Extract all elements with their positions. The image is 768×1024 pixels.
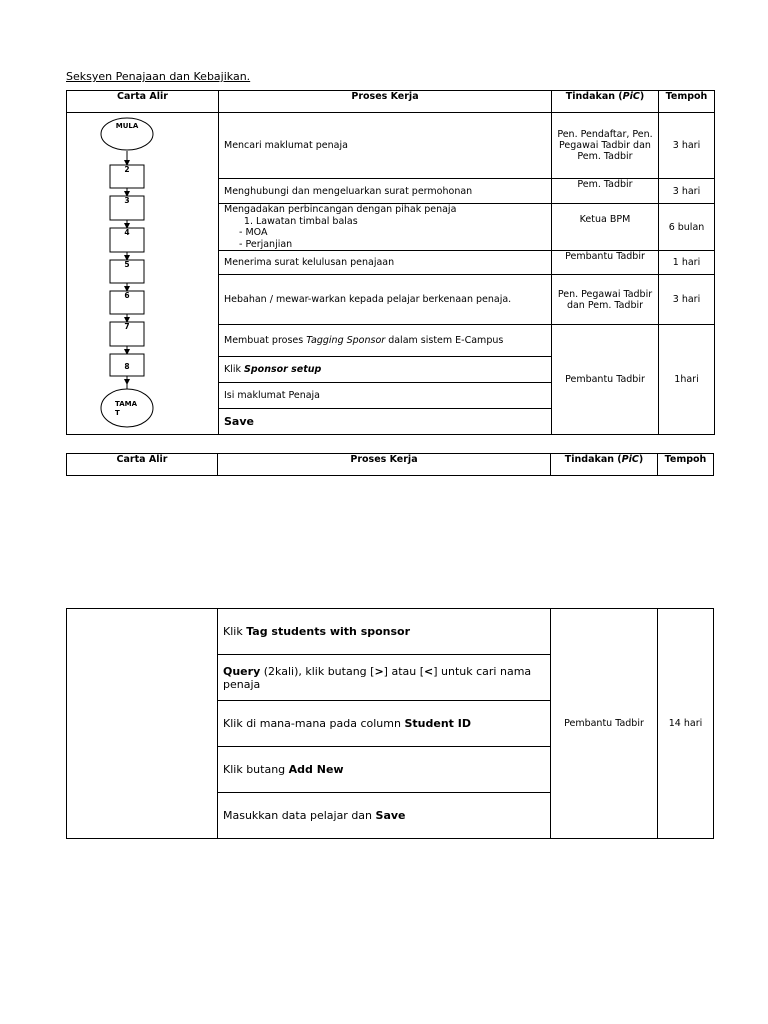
proses-cell: Hebahan / mewar-warkan kepada pelajar berkenaan penaja. [219, 275, 552, 325]
flow-step-3-label: 3 [124, 196, 130, 205]
proses-cell: Mencari maklumat penaja [219, 113, 552, 179]
pic-cell: Pen. Pendaftar, Pen. Pegawai Tadbir dan Pem. Tadbir [552, 113, 659, 179]
proses-cell: Query (2kali), klik butang [>] atau [<] untuk cari nama penaja [218, 655, 551, 701]
flow-step-2-label: 2 [124, 165, 130, 174]
flow-end-label-2: T [115, 409, 120, 417]
flow-step-5-label: 5 [124, 260, 130, 269]
proses-cell: Masukkan data pelajar dan Save [218, 793, 551, 839]
flow-end [101, 389, 153, 427]
header-proses-kerja: Proses Kerja [218, 454, 551, 476]
pic-cell-group: Pembantu Tadbir [551, 609, 658, 839]
header-row [67, 454, 714, 476]
proses-cell: Menghubungi dan mengeluarkan surat permohonan [219, 179, 552, 204]
pic-cell: Pembantu Tadbir [552, 251, 659, 275]
proses-text: Mengadakan perbincangan dengan pihak penaja [224, 204, 457, 215]
tempoh-cell: 1 hari [659, 251, 715, 275]
flow-end-label-1: TAMA [115, 400, 138, 408]
tempoh-cell: 3 hari [659, 275, 715, 325]
tempoh-cell: 3 hari [659, 113, 715, 179]
header-tempoh: Tempoh [658, 454, 714, 476]
proses-cell [219, 204, 552, 251]
flow-step-4-label: 4 [124, 228, 130, 237]
tempoh-cell: 6 bulan [659, 204, 715, 251]
table-row [67, 609, 714, 655]
header-tempoh: Tempoh [659, 91, 715, 113]
list-item: - Perjanjian [256, 239, 546, 251]
dash-list [224, 227, 546, 250]
header-tindakan: Tindakan (PiC) [551, 454, 658, 476]
proses-cell: Menerima surat kelulusan penajaan [219, 251, 552, 275]
process-table-1 [66, 90, 715, 435]
numbered-list [224, 216, 546, 228]
pic-cell: Pem. Tadbir [552, 179, 659, 204]
header-carta-alir: Carta Alir [67, 454, 218, 476]
flow-start-label: MULA [115, 122, 139, 130]
proses-cell: Klik butang Add New [218, 747, 551, 793]
flow-step-6-label: 6 [124, 291, 130, 300]
flow-step-8-label: 8 [124, 362, 130, 371]
tempoh-cell-group: 14 hari [658, 609, 714, 839]
tempoh-cell-group: 1hari [659, 325, 715, 435]
proses-cell: Save [219, 409, 552, 435]
header-tindakan: Tindakan (PiC) [552, 91, 659, 113]
proses-cell: Klik Sponsor setup [219, 357, 552, 383]
list-item: - MOA [256, 227, 546, 239]
pic-cell: Pen. Pegawai Tadbir dan Pem. Tadbir [552, 275, 659, 325]
proses-cell: Klik di mana-mana pada column Student ID [218, 701, 551, 747]
table-row [67, 113, 715, 179]
header-proses-kerja: Proses Kerja [219, 91, 552, 113]
header-carta-alir: Carta Alir [67, 91, 219, 113]
process-table-3 [66, 608, 714, 839]
tempoh-cell: 3 hari [659, 179, 715, 204]
flowchart-cell-empty [67, 609, 218, 839]
proses-cell: Membuat proses Tagging Sponsor dalam sistem E-Campus [219, 325, 552, 357]
list-item: 1. Lawatan timbal balas [256, 216, 546, 228]
process-table-2-header [66, 453, 714, 476]
flowchart-cell [67, 113, 219, 435]
flowchart [67, 113, 218, 431]
proses-cell: Isi maklumat Penaja [219, 383, 552, 409]
pic-cell: Ketua BPM [552, 204, 659, 251]
section-title: Seksyen Penajaan dan Kebajikan. [66, 70, 251, 83]
flow-step-7-label: 7 [124, 322, 130, 331]
pic-cell-group: Pembantu Tadbir [552, 325, 659, 435]
header-row [67, 91, 715, 113]
proses-cell: Klik Tag students with sponsor [218, 609, 551, 655]
